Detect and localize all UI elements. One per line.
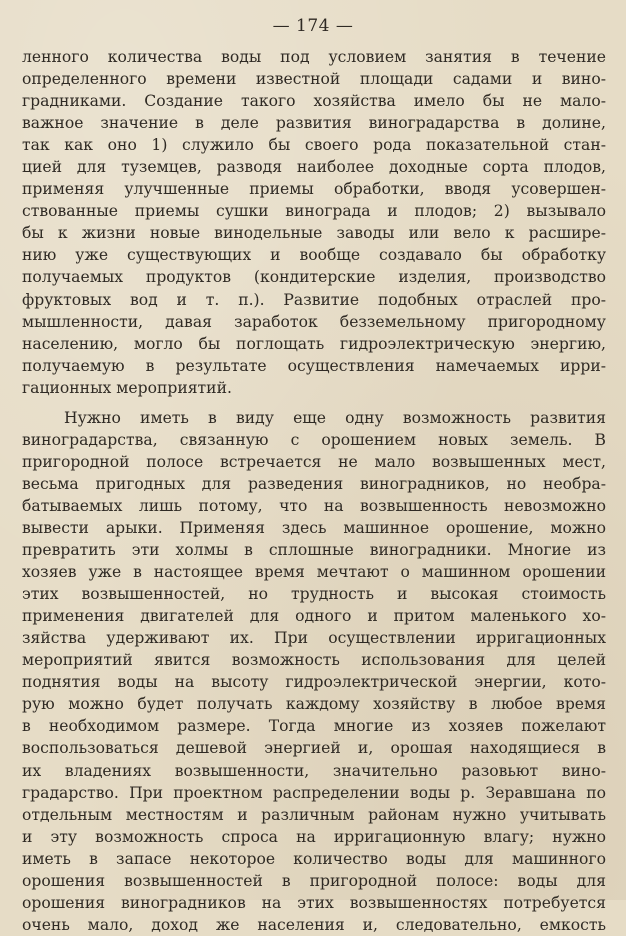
text-line: градарство. При проектном распределении воды р. Зеравшана по bbox=[22, 783, 606, 802]
text-line: ленного количества воды под условием занятия в течение bbox=[22, 48, 606, 66]
text-line: весьма пригодных для разведения виноградников, но необра- bbox=[22, 474, 606, 493]
text-line: орошения возвышенностей в пригородной полосе: воды для bbox=[22, 871, 606, 890]
text-line: пригородной полосе встречается не мало возвышенных мест, bbox=[22, 452, 606, 471]
text-line: поднятия воды на высоту гидроэлектрической энергии, кото- bbox=[22, 673, 606, 692]
text-line: получаемых продуктов (кондитерские изделия, производство bbox=[22, 268, 606, 287]
text-line: фруктовых вод и т. п.). Развитие подобных отраслей про- bbox=[22, 290, 606, 309]
text-line: и эту возможность спроса на ирригационную влагу; нужно bbox=[22, 827, 606, 846]
text-line: применения двигателей для одного и притом маленького хо- bbox=[22, 607, 606, 626]
text-line: нию уже существующих и вообще создавало бы обработку bbox=[22, 246, 606, 265]
text-line: в необходимом размере. Тогда многие из хозяев пожелают bbox=[22, 717, 606, 736]
text-line: рую можно будет получать каждому хозяйству в любое время bbox=[22, 695, 606, 714]
paragraph-gap bbox=[22, 399, 606, 407]
page-number: — 174 — bbox=[272, 16, 354, 36]
text-line: градниками. Создание такого хозяйства имело бы не мало- bbox=[22, 92, 606, 111]
text-line: превратить эти холмы в сплошные виноградники. Многие из bbox=[22, 541, 606, 560]
text-line: так как оно 1) служило бы своего рода показательной стан- bbox=[22, 136, 606, 155]
text-line: вывести арыки. Применяя здесь машинное орошение, можно bbox=[22, 518, 606, 537]
text-line: мероприятий явится возможность использования для целей bbox=[22, 651, 606, 670]
text-line: получаемую в результате осуществления намечаемых ирри- bbox=[22, 356, 606, 375]
text-line: зяйства удерживают их. При осуществлении ирригационных bbox=[22, 629, 606, 648]
text-line: мышленности, давая заработок безземельному пригородному bbox=[22, 312, 606, 331]
text-line: важное значение в деле развития виноградарства в долине, bbox=[22, 114, 606, 133]
text-line: виноградарства, связанную с орошением новых земель. В bbox=[22, 430, 606, 449]
text-line: очень мало, доход же населения и, следовательно, емкость bbox=[22, 915, 606, 934]
text-line: хозяев уже в настоящее время мечтают о машинном орошении bbox=[22, 563, 606, 582]
text-line: гационных мероприятий. bbox=[22, 378, 232, 397]
text-line: применяя улучшенные приемы обработки, вводя усовершен- bbox=[22, 180, 606, 199]
paragraph-1 bbox=[22, 46, 606, 399]
text-line: отдельным местностям и различным районам нужно учитывать bbox=[22, 805, 606, 824]
body-text bbox=[22, 46, 606, 936]
text-line: бы к жизни новые винодельные заводы или вело к расшире- bbox=[22, 224, 606, 243]
text-line: цией для туземцев, разводя наиболее доходные сорта плодов, bbox=[22, 158, 606, 177]
text-line: Нужно иметь в виду еще одну возможность развития bbox=[64, 408, 606, 427]
text-line: воспользоваться дешевой энергией и, орошая находящиеся в bbox=[22, 739, 606, 758]
text-line: этих возвышенностей, но трудность и высокая стоимость bbox=[22, 585, 606, 604]
text-line: батываемых лишь потому, что на возвышенность невозможно bbox=[22, 496, 606, 515]
text-line: иметь в запасе некоторое количество воды для машинного bbox=[22, 849, 606, 868]
text-line: орошения виноградников на этих возвышенностях потребуется bbox=[22, 893, 606, 912]
text-line: определенного времени известной площади садами и вино- bbox=[22, 70, 606, 89]
text-line: ствованные приемы сушки винограда и плодов; 2) вызывало bbox=[22, 202, 606, 221]
paragraph-2 bbox=[22, 407, 606, 936]
text-line: населению, могло бы поглощать гидроэлектрическую энергию, bbox=[22, 334, 606, 353]
text-line: их владениях возвышенности, значительно разовьют вино- bbox=[22, 761, 606, 780]
